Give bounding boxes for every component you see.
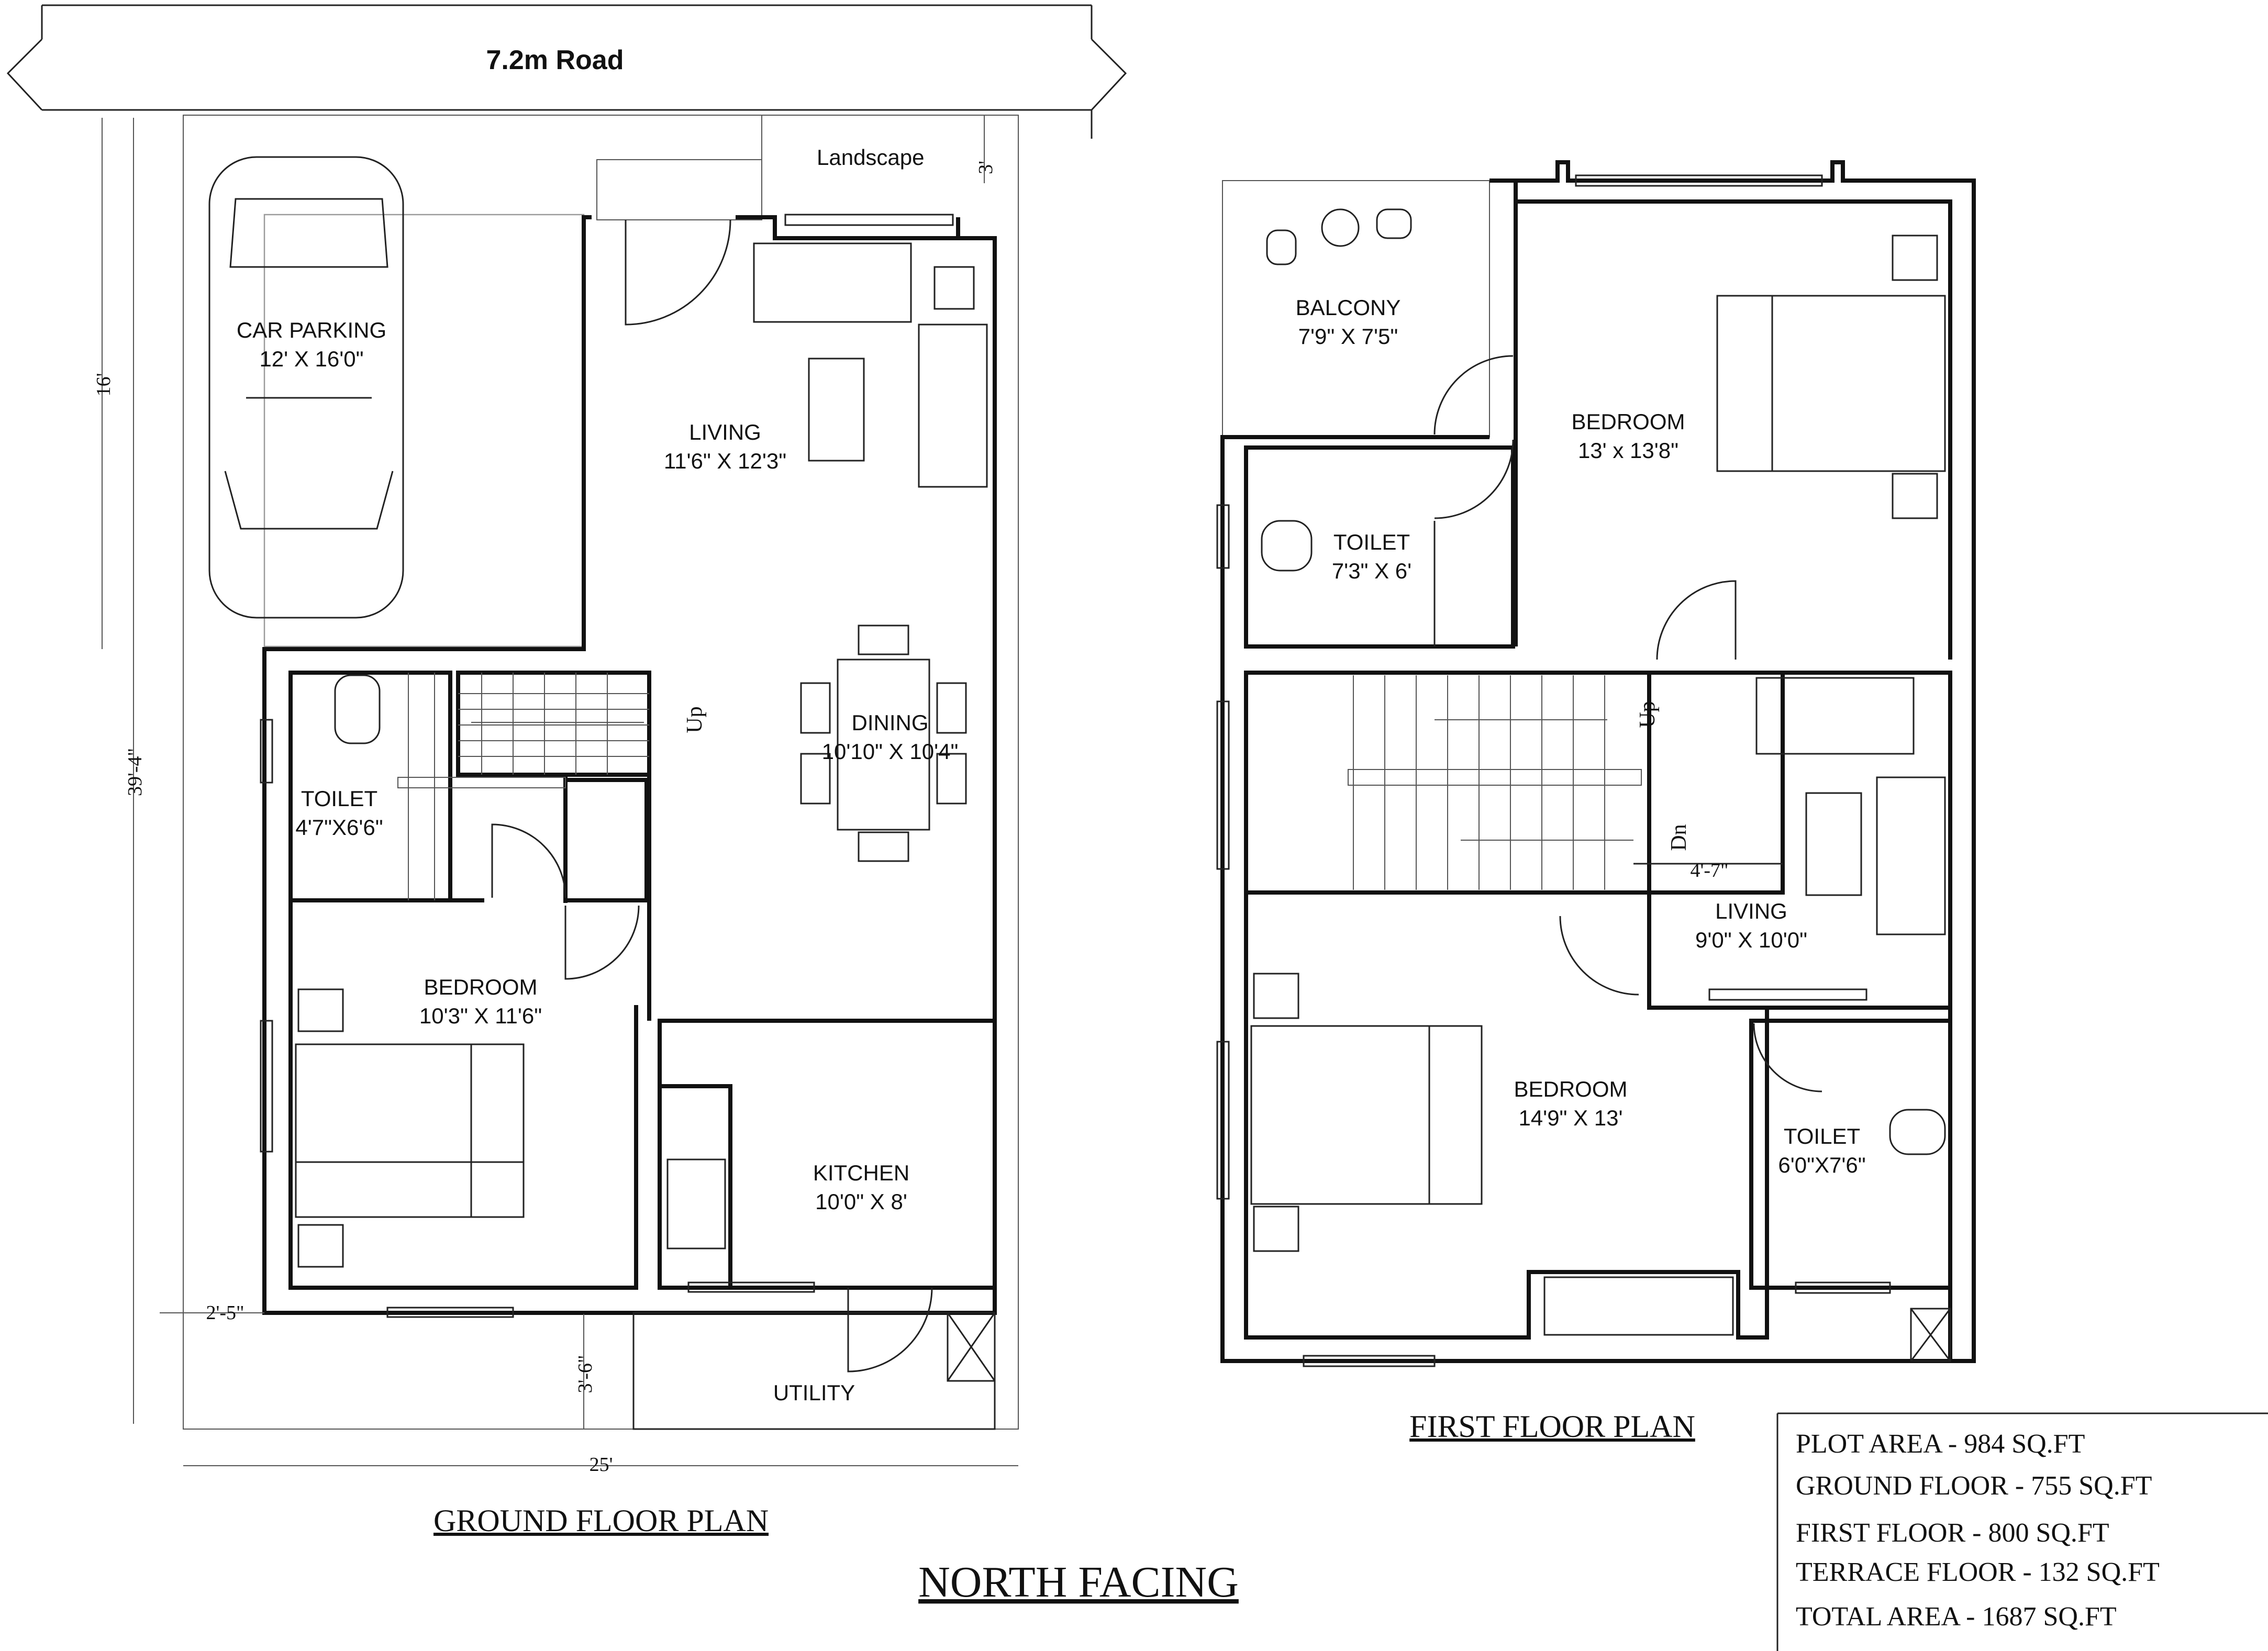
bed-icon [296, 989, 524, 1267]
grille-window-icon [1544, 1277, 1733, 1335]
area-row-total: TOTAL AREA - 1687 SQ.FT [1796, 1602, 2117, 1632]
ground-kitchen-name: KITCHEN [813, 1161, 910, 1185]
sofa-icon [754, 243, 987, 487]
area-row-ground: GROUND FLOOR - 755 SQ.FT [1796, 1471, 2152, 1501]
ground-dim-parking-depth: 16' [93, 373, 115, 397]
ground-dining-size: 10'10" X 10'4" [821, 739, 959, 764]
ground-stair-up-label: Up [683, 706, 707, 733]
ground-dim-side-setback: 2'-5" [206, 1302, 244, 1324]
ground-car-parking-size: 12' X 16'0" [259, 347, 364, 371]
first-toilet-rear-size: 6'0"X7'6" [1778, 1153, 1866, 1177]
first-bedroom-front-name: BEDROOM [1571, 409, 1685, 434]
wc-icon-front [1262, 521, 1311, 571]
first-balcony-size: 7'9" X 7'5" [1298, 324, 1398, 349]
road-label: 7.2m Road [486, 45, 624, 75]
ground-utility-name: UTILITY [773, 1380, 855, 1405]
first-toilet-rear-name: TOILET [1783, 1124, 1861, 1148]
orientation-title: NORTH FACING [918, 1558, 1239, 1607]
ground-floor-plan-title: GROUND FLOOR PLAN [433, 1503, 769, 1538]
ground-dim-width: 25' [589, 1454, 613, 1476]
ground-car-parking-name: CAR PARKING [236, 318, 387, 342]
first-stair-up-label: Up [1636, 701, 1660, 728]
ground-living-name: LIVING [689, 420, 761, 444]
landscape-label: Landscape [817, 145, 925, 170]
area-row-plot: PLOT AREA - 984 SQ.FT [1796, 1429, 2085, 1459]
wc-icon-rear [1890, 1110, 1945, 1154]
first-balcony-name: BALCONY [1295, 295, 1401, 320]
car-icon [209, 157, 403, 618]
first-toilet-front-size: 7'3" X 6' [1331, 559, 1412, 583]
area-row-terrace: TERRACE FLOOR - 132 SQ.FT [1796, 1557, 2160, 1587]
first-stair-down-label: Dn [1667, 824, 1691, 851]
ground-dim-front-setback: 3' [975, 161, 997, 174]
ground-dim-rear-setback: 3'-6" [574, 1355, 596, 1393]
kitchen-sink-icon [668, 1159, 725, 1248]
ground-toilet-name: TOILET [301, 786, 378, 811]
area-row-first: FIRST FLOOR - 800 SQ.FT [1796, 1518, 2109, 1548]
first-stair-width: 4'-7" [1690, 860, 1729, 882]
ground-dining-name: DINING [851, 710, 929, 735]
ground-toilet-size: 4'7"X6'6" [295, 815, 383, 840]
first-bedroom-rear-name: BEDROOM [1514, 1077, 1628, 1101]
ground-bedroom-name: BEDROOM [424, 975, 538, 999]
first-living-name: LIVING [1715, 899, 1787, 923]
ground-dim-depth: 39'-4" [124, 748, 146, 797]
first-bedroom-rear-size: 14'9" X 13' [1518, 1106, 1623, 1130]
first-floor-plan-title: FIRST FLOOR PLAN [1409, 1409, 1695, 1444]
bed-icon-front [1717, 236, 1945, 518]
ground-kitchen-size: 10'0" X 8' [815, 1189, 907, 1214]
first-living-size: 9'0" X 10'0" [1695, 928, 1807, 952]
bed-icon-rear [1251, 974, 1482, 1251]
balcony-chairs-icon [1267, 209, 1411, 264]
ground-floor-plan [183, 115, 1018, 1429]
ground-living-size: 11'6" X 12'3" [663, 449, 787, 473]
ground-bedroom-size: 10'3" X 11'6" [419, 1003, 542, 1028]
first-bedroom-front-size: 13' x 13'8" [1577, 438, 1679, 463]
wc-icon [335, 675, 380, 743]
first-toilet-front-name: TOILET [1333, 530, 1410, 554]
